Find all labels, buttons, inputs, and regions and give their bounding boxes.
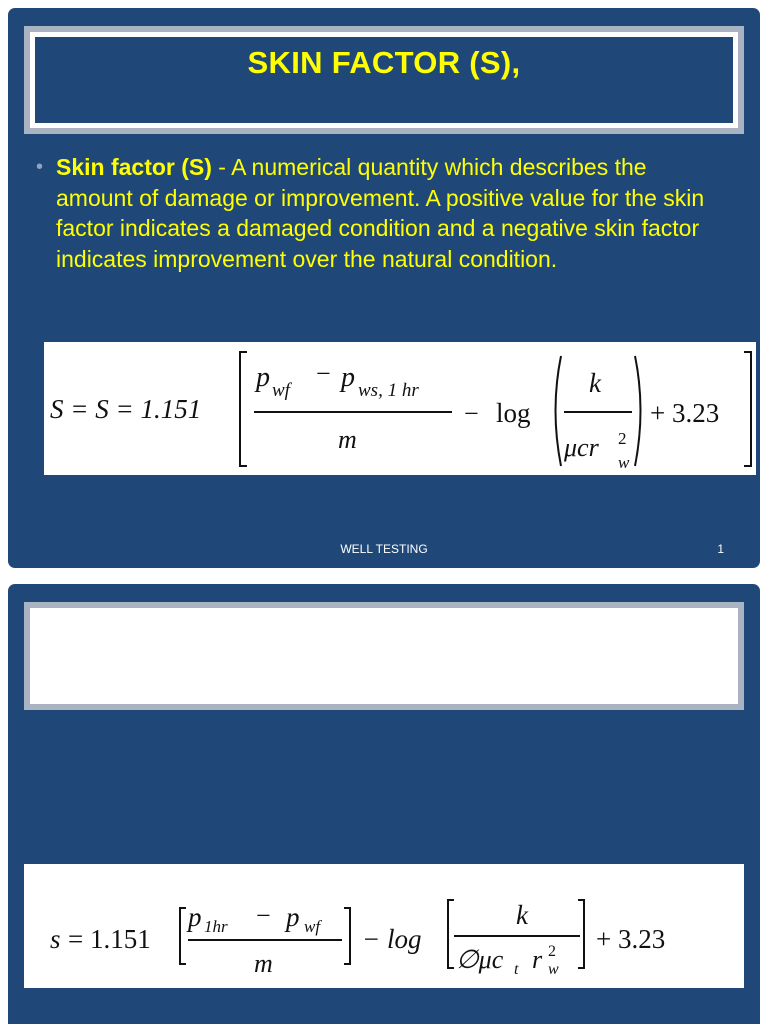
- svg-text:p: p: [341, 362, 355, 393]
- slide-2: [8, 584, 760, 1024]
- eq2-lhs: s: [50, 924, 61, 954]
- svg-text:= 1.151: = 1.151: [68, 924, 151, 954]
- svg-text:k: k: [589, 368, 601, 398]
- svg-text:wf: wf: [304, 917, 321, 936]
- svg-text:ws, 1 hr: ws, 1 hr: [358, 380, 419, 401]
- slide-number: 1: [717, 542, 724, 556]
- eq1-constant: + 3.23: [650, 398, 720, 428]
- svg-text:r: r: [532, 945, 543, 974]
- footer-title: WELL TESTING: [340, 542, 428, 556]
- svg-text:m: m: [338, 425, 357, 454]
- svg-text:wf: wf: [272, 380, 290, 401]
- svg-text:∅μc: ∅μc: [456, 945, 504, 974]
- equation-2-graphic: [24, 864, 744, 988]
- eq2-log: − log: [362, 924, 422, 954]
- svg-text:2: 2: [618, 429, 627, 448]
- slide-1: [8, 8, 760, 568]
- skin-factor-equation-alt: [24, 864, 744, 988]
- skin-factor-equation: [44, 342, 756, 475]
- svg-text:−: −: [256, 901, 271, 930]
- eq1-log: log: [496, 398, 531, 428]
- title-frame-empty: [24, 602, 744, 710]
- svg-text:m: m: [254, 949, 273, 978]
- title-frame: [24, 26, 744, 134]
- eq2-constant: + 3.23: [596, 924, 666, 954]
- svg-text:p: p: [188, 902, 202, 932]
- svg-text:−: −: [464, 399, 479, 428]
- svg-text:p: p: [286, 902, 300, 932]
- eq1-lhs: S = S = 1.151: [50, 394, 202, 424]
- svg-text:p: p: [256, 362, 270, 393]
- bullet-paragraph: [36, 152, 716, 274]
- equation-1-graphic: [44, 342, 756, 475]
- svg-text:−: −: [316, 359, 331, 388]
- svg-text:k: k: [516, 900, 528, 930]
- bullet-icon: •: [36, 156, 44, 178]
- bullet-text: - A numerical quantity which describes the amount of damage or improvement. A positive value for the skin factor indicates a damaged condition and a negative skin factor indicates improvement over the natural condition.: [56, 154, 705, 272]
- bullet-term: Skin factor (S): [56, 154, 212, 180]
- svg-text:w: w: [548, 961, 559, 978]
- svg-text:2: 2: [548, 943, 556, 960]
- svg-text:μcr: μcr: [564, 433, 599, 462]
- slide-title: SKIN FACTOR (S),: [247, 45, 521, 80]
- svg-text:w: w: [618, 453, 630, 472]
- svg-text:t: t: [514, 961, 519, 978]
- svg-text:1hr: 1hr: [204, 917, 228, 936]
